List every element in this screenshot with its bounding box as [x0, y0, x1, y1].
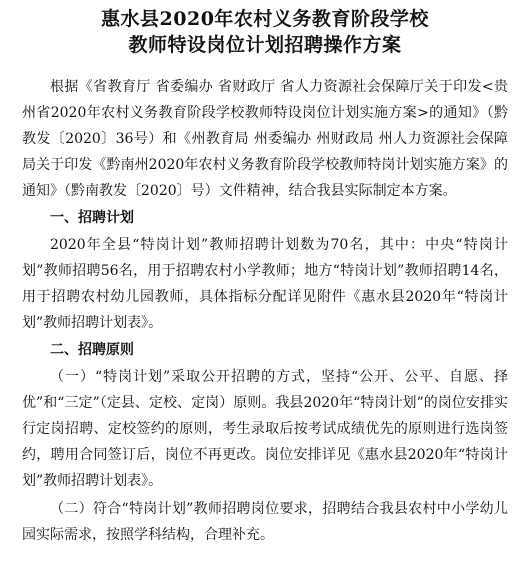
- section2-item2-paragraph: （二）符合“特岗计划”教师招聘岗位要求，招聘结合我县农村中小学幼儿园实际需求，按照学科结构，合理补充。: [22, 501, 508, 543]
- section2-heading: 二、招聘原则: [50, 342, 134, 358]
- document-title-line1: 惠水县2020年农村义务教育阶段学校: [101, 8, 429, 30]
- section1-heading: 一、招聘计划: [50, 210, 134, 226]
- section1-paragraph: 2020年全县“特岗计划”教师招聘计划数为70名，其中：中央“特岗计划”教师招聘56名，用于招聘农村小学教师；地方“特岗计划”教师招聘14名，用于招聘农村幼儿园教师，具体指标分配详见附件《惠水县2020年“特岗计划”教师招聘计划表》。: [22, 237, 508, 331]
- section2-item1-paragraph: （一）“特岗计划”采取公开招聘的方式，坚持“公开、公平、自愿、择优”和“三定”（定县、定校、定岗）原则。我县2020年“特岗计划”的岗位安排实行定岗招聘、定校签约的原则，考生录取后按考试成绩优先的原则进行选岗签约，聘用合同签订后，岗位不再更改。岗位安排详见《惠水县2020年“特岗计划”教师招聘计划表》。: [22, 369, 508, 489]
- intro-paragraph: 根据《省教育厅 省委编办 省财政厅 省人力资源社会保障厅关于印发<贵州省2020年农村义务教育阶段学校教师特设岗位计划实施方案>的通知》（黔教发〔2020〕36号）和《州教育局 州委编办 州财政局 州人力资源社会保障局关于印发《黔南州2020年农村义务教育阶段学校教师特岗计划实施方案》的通知》（黔南教发〔2020〕号）文件精神，结合我县实际制定本方案。: [22, 79, 508, 199]
- document-title-line2: 教师特设岗位计划招聘操作方案: [128, 34, 402, 56]
